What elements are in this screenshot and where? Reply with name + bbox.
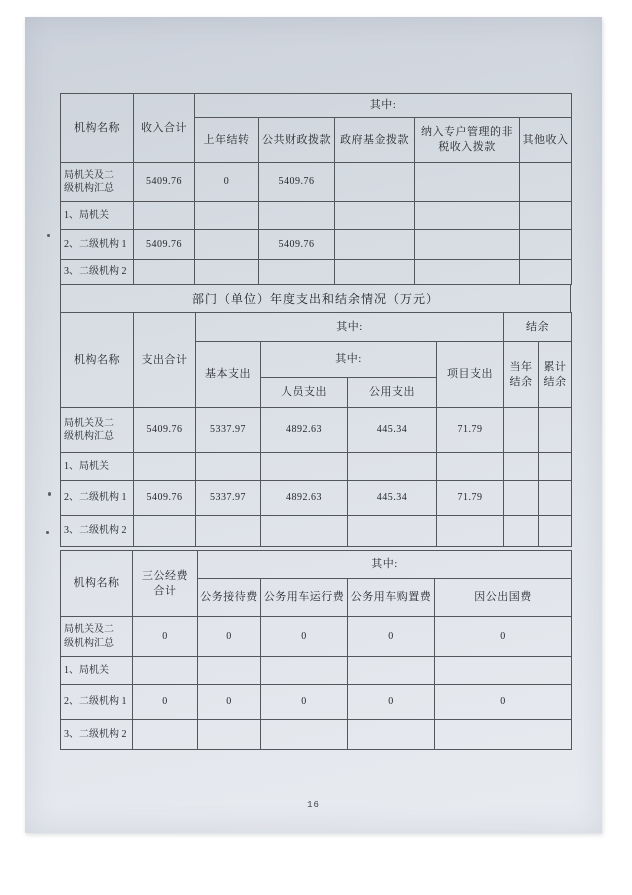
sangong-table: [60, 550, 572, 750]
cell: [520, 260, 572, 285]
section-title: 部门（单位）年度支出和结余情况（万元）: [60, 285, 571, 312]
cell: [335, 260, 415, 285]
cell: [259, 202, 335, 230]
cell: [335, 230, 415, 260]
cell: 4892.63: [261, 408, 348, 453]
cell: [134, 453, 196, 481]
cell: [348, 516, 437, 547]
cell: [198, 657, 261, 685]
table-row: [61, 408, 572, 453]
sangong-col-header: 因公出国费: [435, 579, 572, 617]
cell: [520, 163, 572, 202]
cell: [348, 453, 437, 481]
cell: 71.79: [437, 481, 504, 516]
sangong-col-header: 公务接待费: [198, 579, 261, 617]
cell: [539, 453, 572, 481]
cell: 5337.97: [196, 481, 261, 516]
cell: [415, 202, 520, 230]
income-col-header: 纳入专户管理的非税收入拨款: [415, 118, 520, 163]
row-name: 3、二级机构 2: [61, 720, 133, 750]
cell: 5409.76: [134, 481, 196, 516]
table-row: [61, 202, 572, 230]
cell: 5409.76: [134, 230, 195, 260]
cell: 5409.76: [259, 163, 335, 202]
row-name: 1、局机关: [61, 657, 133, 685]
cell: 0: [198, 617, 261, 657]
sangong-col-header: 公务用车运行费: [261, 579, 348, 617]
cell: 0: [261, 685, 348, 720]
cell: [504, 481, 539, 516]
scan-speck: [48, 492, 51, 496]
cell: [261, 657, 348, 685]
cell: [259, 260, 335, 285]
cell: [504, 516, 539, 547]
cell: [348, 720, 435, 750]
table-row: [61, 657, 572, 685]
expense-org-header: 机构名称: [61, 313, 134, 408]
income-total-header: 收入合计: [134, 94, 195, 163]
row-name: 局机关及二级机构汇总: [61, 617, 133, 657]
income-group-header: 其中:: [195, 94, 572, 118]
table-row: [61, 260, 572, 285]
cell: [504, 453, 539, 481]
cell: [415, 230, 520, 260]
cell: [435, 720, 572, 750]
cell: 0: [435, 685, 572, 720]
basic-expense-header: 基本支出: [196, 342, 261, 408]
cell: [539, 516, 572, 547]
cell: [539, 481, 572, 516]
cell: [195, 230, 259, 260]
person-expense-header: 人员支出: [261, 378, 348, 408]
cell: [415, 163, 520, 202]
cell: [261, 453, 348, 481]
cell: [195, 202, 259, 230]
expense-group-header: 其中:: [196, 313, 504, 342]
row-name: 局机关及二级机构汇总: [61, 163, 134, 202]
cell: [520, 230, 572, 260]
cell: [335, 202, 415, 230]
row-name: 2、二级机构 1: [61, 481, 134, 516]
cell: [435, 657, 572, 685]
table-row: [61, 685, 572, 720]
cell: [196, 516, 261, 547]
page-number: 16: [307, 800, 320, 810]
income-col-header: 其他收入: [520, 118, 572, 163]
sangong-col-header: 公务用车购置费: [348, 579, 435, 617]
cell: [520, 202, 572, 230]
cell: [348, 657, 435, 685]
cell: 445.34: [348, 408, 437, 453]
row-name: 2、二级机构 1: [61, 230, 134, 260]
table-row: [61, 481, 572, 516]
scan-speck: [46, 531, 49, 534]
cell: 5337.97: [196, 408, 261, 453]
project-expense-header: 项目支出: [437, 342, 504, 408]
sangong-org-header: 机构名称: [61, 551, 133, 617]
cell: [134, 260, 195, 285]
cell: [196, 453, 261, 481]
row-name: 1、局机关: [61, 453, 134, 481]
table-row: [61, 617, 572, 657]
cell: 0: [348, 685, 435, 720]
basic-group-header: 其中:: [261, 342, 437, 378]
expense-table: [60, 312, 572, 547]
table-row: [61, 230, 572, 260]
cell: [198, 720, 261, 750]
income-org-header: 机构名称: [61, 94, 134, 163]
cell: 5409.76: [134, 408, 196, 453]
cell: 0: [348, 617, 435, 657]
row-name: 局机关及二级机构汇总: [61, 408, 134, 453]
scanned-page: [25, 17, 602, 833]
cell: 5409.76: [259, 230, 335, 260]
row-name: 2、二级机构 1: [61, 685, 133, 720]
cell: 4892.63: [261, 481, 348, 516]
cell: 0: [133, 685, 198, 720]
table-row: [61, 163, 572, 202]
cell: [539, 408, 572, 453]
cell: [504, 408, 539, 453]
cell: 5409.76: [134, 163, 195, 202]
income-table: [60, 93, 572, 285]
sangong-group-header: 其中:: [198, 551, 572, 579]
expense-total-header: 支出合计: [134, 313, 196, 408]
current-balance-header: 当年结余: [504, 342, 539, 408]
cell: 0: [435, 617, 572, 657]
cell: [134, 516, 196, 547]
cell: [437, 453, 504, 481]
table-row: [61, 453, 572, 481]
cell: 0: [261, 617, 348, 657]
table-row: [61, 516, 572, 547]
accumulated-balance-header: 累计结余: [539, 342, 572, 408]
cell: 71.79: [437, 408, 504, 453]
row-name: 1、局机关: [61, 202, 134, 230]
scan-speck: [47, 234, 50, 237]
cell: [195, 260, 259, 285]
balance-group-header: 结余: [504, 313, 572, 342]
income-col-header: 公共财政拨款: [259, 118, 335, 163]
cell: 0: [133, 617, 198, 657]
cell: 0: [198, 685, 261, 720]
cell: 0: [195, 163, 259, 202]
income-col-header: 政府基金拨款: [335, 118, 415, 163]
tables-area: [60, 93, 571, 750]
cell: [133, 720, 198, 750]
cell: [261, 516, 348, 547]
cell: [415, 260, 520, 285]
row-name: 3、二级机构 2: [61, 260, 134, 285]
cell: [437, 516, 504, 547]
public-expense-header: 公用支出: [348, 378, 437, 408]
cell: 445.34: [348, 481, 437, 516]
cell: [335, 163, 415, 202]
table-row: [61, 720, 572, 750]
cell: [134, 202, 195, 230]
sangong-total-header: 三公经费合计: [133, 551, 198, 617]
cell: [261, 720, 348, 750]
row-name: 3、二级机构 2: [61, 516, 134, 547]
income-col-header: 上年结转: [195, 118, 259, 163]
cell: [133, 657, 198, 685]
